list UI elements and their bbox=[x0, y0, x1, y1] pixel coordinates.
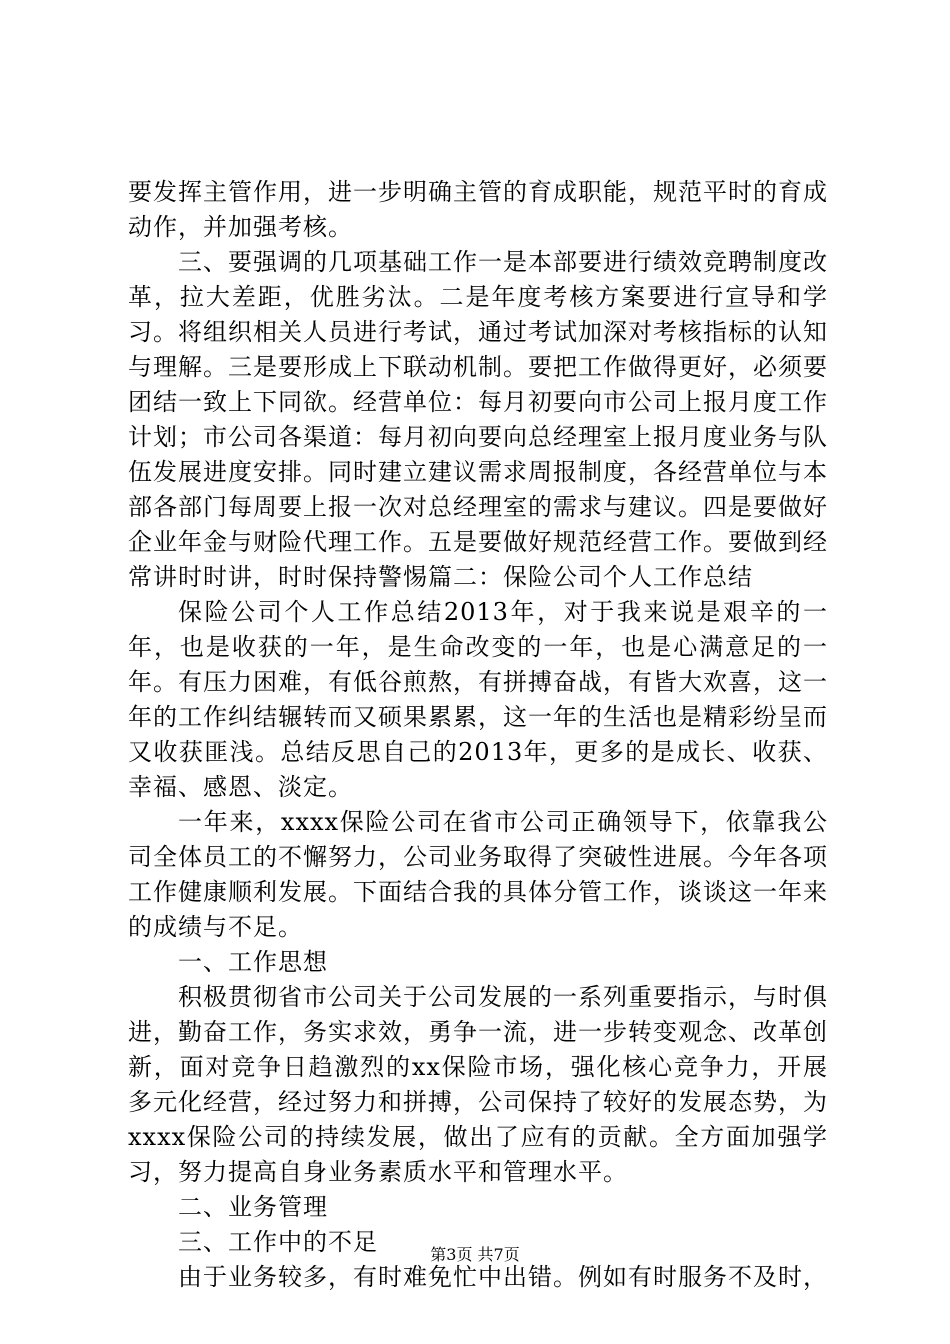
paragraph-2: 三、要强调的几项基础工作一是本部要进行绩效竞聘制度改革，拉大差距，优胜劣汰。二是年度考核方案要进行宣导和学习。将组织相关人员进行考试，通过考试加深对考核指标的认知与理解。三是要形成上下联动机制。要把工作做得更好，必须要团结一致上下同欲。经营单位：每月初要向市公司上报月度工作计划；市公司各渠道：每月初向要向总经理室上报月度业务与队伍发展进度安排。同时建立建议需求周报制度，各经营单位与本部各部门每周要上报一次对总经理室的需求与建议。四是要做好企业年金与财险代理工作。五是要做好规范经营工作。要做到经常讲时时讲，时时保持警惕篇二：保险公司个人工作总结 bbox=[128, 248, 828, 591]
paragraph-4: 一年来，xxxx保险公司在省市公司正确领导下，依靠我公司全体员工的不懈努力，公司业务取得了突破性进展。今年各项工作健康顺利发展。下面结合我的具体分管工作，谈谈这一年来的成绩与不足。 bbox=[128, 808, 828, 941]
paragraph-6: 由于业务较多，有时难免忙中出错。例如有时服务不及时， bbox=[178, 1263, 828, 1291]
paragraph-1: 要发挥主管作用，进一步明确主管的育成职能，规范平时的育成动作，并加强考核。 bbox=[128, 178, 828, 241]
document-body bbox=[128, 175, 828, 1295]
section-heading-business-management: 二、业务管理 bbox=[178, 1193, 328, 1221]
paragraph-3: 保险公司个人工作总结2013年，对于我来说是艰辛的一年，也是收获的一年，是生命改变的一年，也是心满意足的一年。有压力困难，有低谷煎熬，有拼搏奋战，有皆大欢喜，这一年的工作纠结辗转而又硕果累累，这一年的生活也是精彩纷呈而又收获匪浅。总结反思自己的2013年，更多的是成长、收获、幸福、感恩、淡定。 bbox=[128, 598, 828, 801]
page-number-footer: 第3页 共7页 bbox=[430, 1245, 520, 1264]
section-heading-shortcomings: 三、工作中的不足 bbox=[178, 1228, 378, 1256]
paragraph-5: 积极贯彻省市公司关于公司发展的一系列重要指示，与时俱进，勤奋工作，务实求效，勇争一流，进一步转变观念、改革创新，面对竞争日趋激烈的xx保险市场，强化核心竞争力，开展多元化经营，经过努力和拼搏，公司保持了较好的发展态势，为xxxx保险公司的持续发展，做出了应有的贡献。全方面加强学习，努力提高自身业务素质水平和管理水平。 bbox=[128, 983, 828, 1186]
section-heading-work-thoughts: 一、工作思想 bbox=[178, 948, 328, 976]
